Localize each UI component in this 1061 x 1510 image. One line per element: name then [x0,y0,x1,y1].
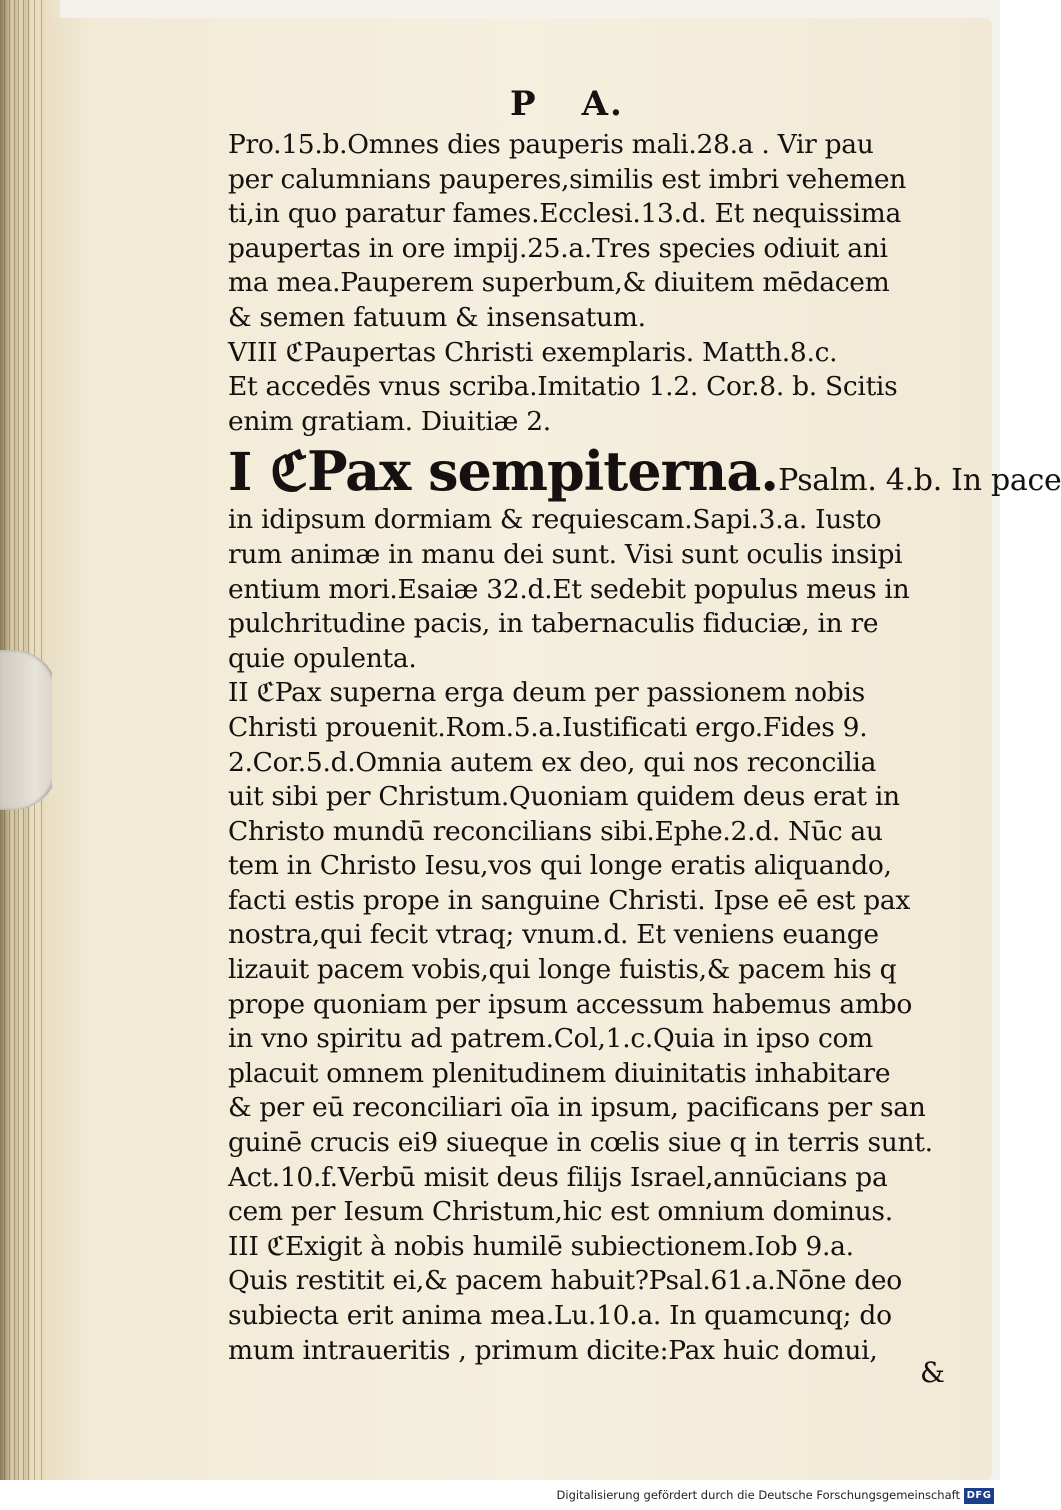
section-title: ℭPax sempiterna. [270,439,779,504]
running-head [510,84,624,124]
text-line: subiecta erit anima mea.Lu.10.a. In quamcunq; do [228,1300,892,1331]
text-line: enim gratiam. Diuitiæ 2. [228,405,551,437]
text-line: uit sibi per Christum.Quoniam quidem deus erat in [228,781,900,813]
text-line: cem per Iesum Christum,hic est omnium dominus. [228,1196,893,1228]
text-line: tem in Christo Iesu,vos qui longe eratis aliquando, [228,850,892,882]
text-line: pulchritudine pacis, in tabernaculis fiduciæ, in re [228,608,879,640]
page-clip [0,650,58,810]
text-line: Christi prouenit.Rom.5.a.Iustificati ergo.Fides 9. [228,711,868,743]
footer-credit: Digitalisierung gefördert durch die Deutsche Forschungsgemeinschaft [556,1488,960,1502]
text-line: facti estis prope in sanguine Christi. Ipse eē est pax [228,884,911,916]
text-line: nostra,qui fecit vtraq; vnum.d. Et veniens euange [228,919,879,951]
text-line: Christo mundū reconcilians sibi.Ephe.2.d. Nūc au [228,815,883,847]
text-line: rum animæ in manu dei sunt. Visi sunt oculis insipi [228,538,903,570]
section-number: I [228,442,253,504]
text-line: guinē crucis ei9 siueque in cœlis siue q in terris sunt. [228,1127,933,1159]
footer-bar [0,1480,1000,1510]
text-line: per calumnians pauperes,similis est imbri vehemen [228,163,907,195]
text-line: quie opulenta. [228,642,417,674]
text-line: lizauit pacem vobis,qui longe fuistis,& pacem his q [228,954,897,986]
section-title-rest: Psalm. 4.b. In pace [778,463,1061,499]
text-line: ma mea.Pauperem superbum,& diuitem mēdacem [228,267,890,299]
text-line: Quis restitit ei,& pacem habuit?Psal.61.a.Nōne deo [228,1265,902,1297]
text-line: prope quoniam per ipsum accessum habemus ambo [228,988,912,1020]
text-line: in vno spiritu ad patrem.Col,1.c.Quia in ipso com [228,1023,873,1055]
text-line: & per eū reconciliari oīa in ipsum, pacificans per san [228,1092,926,1124]
page-text [228,128,1061,1368]
text-line: paupertas in ore impij.25.a.Tres species odiuit ani [228,232,888,264]
catchword: & [920,1356,945,1389]
text-line: ti,in quo paratur fames.Ecclesi.13.d. Et nequissima [228,198,902,230]
text-line: III ℭExigit à nobis humilē subiectionem.Iob 9.a. [228,1230,854,1262]
text-line: 2.Cor.5.d.Omnia autem ex deo, qui nos reconcilia [228,746,877,778]
text-line: VIII ℭPaupertas Christi exemplaris. Matth.8.c. [228,336,838,368]
dfg-logo-icon: DFG [964,1488,994,1504]
text-line: & semen fatuum & insensatum. [228,301,646,333]
text-line: Pro.15.b.Omnes dies pauperis mali.28.a . Vir pau [228,129,874,160]
section-heading [228,439,1061,504]
text-line: Act.10.f.Verbū misit deus filijs Israel,annūcians pa [228,1161,888,1193]
running-head-letter: A. [581,84,624,124]
text-line: Et accedēs vnus scriba.Imitatio 1.2. Cor.8. b. Scitis [228,371,898,403]
text-line: placuit omnem plenitudinem diuinitatis inhabitare [228,1057,891,1089]
text-line: entium mori.Esaiæ 32.d.Et sedebit populus meus in [228,573,910,605]
text-line: mum intraueritis , primum dicite:Pax huic domui, [228,1334,878,1366]
text-line: in idipsum dormiam & requiescam.Sapi.3.a. Iusto [228,504,882,536]
running-head-letter: P [510,84,538,124]
text-line: II ℭPax superna erga deum per passionem nobis [228,677,865,709]
